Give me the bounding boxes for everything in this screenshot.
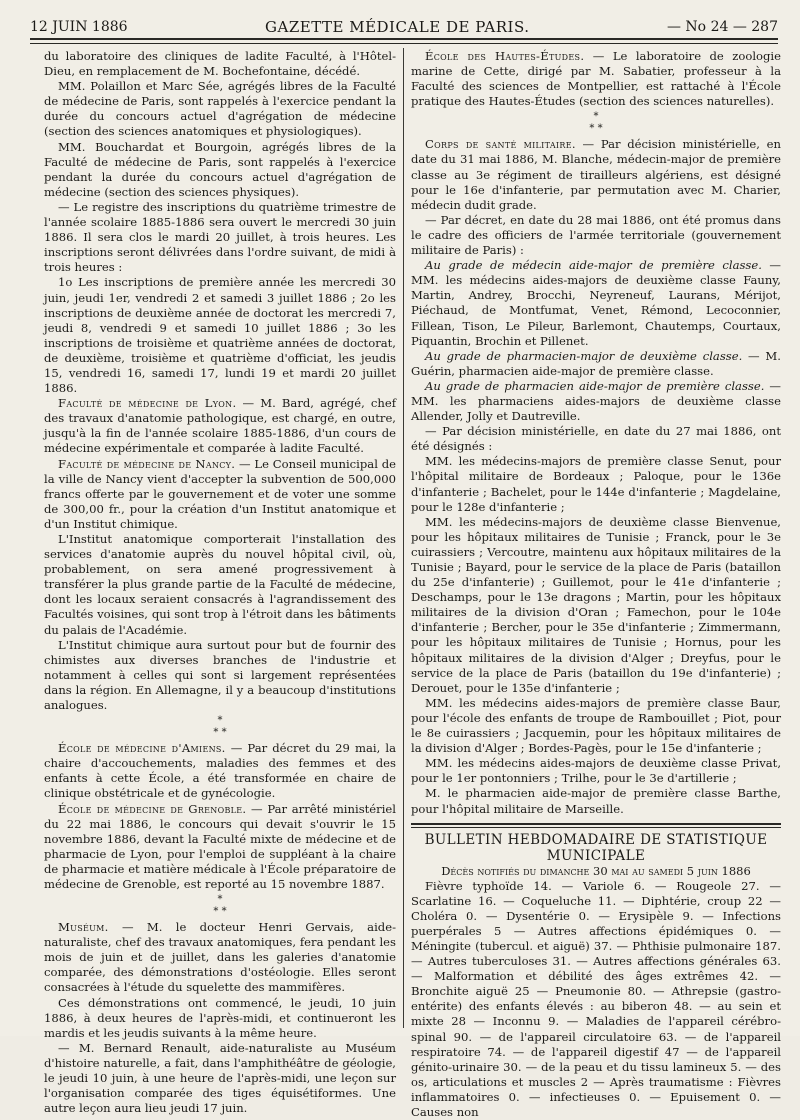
article-text: 1o Les inscriptions de première année les mercredi 30 juin, jeudi 1er, vendredi 2 et samedi 3 juillet 1886 ; 2o les inscriptions de deuxième année de doctorat les mercredi 7, jeudi 8, vendredi 9 et samedi 10 juillet 1886 ; 3o les inscriptions de troisième et quatrième années de doctorat, de deuxième, troisième et quatrième d'officiat, les jeudis 15, vendredi 16, samedi 17, lundi 19 et mardi 20 juillet 1886. xyxy=(44,275,396,396)
article-text: — Par arrêté ministériel du 22 mai 1886, le concours qui devait s'ouvrir le 15 novembre 1886, devant la Faculté mixte de médecine et de pharmacie de Lyon, pour l'emploi de suppléant à la chaire de pharmacie et matière médicale à l'École préparatoire de médecine de Grenoble, est reporté au 15 novembre 1887. xyxy=(44,801,396,891)
article-text: MM. les médecins-majors de première classe Senut, pour l'hôpital militaire de Bordeaux ; Paloque, pour le 136e d'infanterie ; Bachelet, pour le 144e d'infanterie ; Magdelaine, pour le 128e d'infanterie ; xyxy=(411,454,781,514)
article-paragraph xyxy=(44,396,396,456)
article-paragraph xyxy=(411,258,781,349)
left-column xyxy=(44,49,396,1116)
article-heading: Muséum. xyxy=(58,920,109,935)
article-text: du laboratoire des cliniques de ladite Faculté, à l'Hôtel-Dieu, en remplacement de M. Bochefontaine, décédé. xyxy=(44,49,396,79)
article-text: — Le laboratoire de zoologie marine de Cette, dirigé par M. Sabatier, professeur à la Faculté des sciences de Montpellier, est rattaché à l'École pratique des Hautes-Études (section des sciences naturelles). xyxy=(411,49,781,109)
bulletin-rule-thick xyxy=(411,823,781,825)
article-paragraph xyxy=(44,920,396,995)
article-paragraph xyxy=(44,140,396,200)
article-paragraph xyxy=(44,79,396,139)
article-paragraph xyxy=(44,49,396,79)
page-header xyxy=(30,16,778,38)
article-heading: Corps de santé militaire. xyxy=(425,137,576,152)
bulletin-title-line2: MUNICIPALE xyxy=(546,847,646,864)
article-paragraph xyxy=(411,454,781,514)
header-rule-thin xyxy=(30,43,778,44)
article-text: — Par décret, en date du 28 mai 1886, ont été promus dans le cadre des officiers de l'armée territoriale (gouvernement militaire de Paris) : xyxy=(411,212,781,258)
article-subheading: Au grade de médecin aide-major de première classe. xyxy=(425,258,762,273)
article-paragraph xyxy=(44,457,396,532)
article-heading: Faculté de médecine de Nancy. xyxy=(58,456,236,471)
article-text: — Le registre des inscriptions du quatrième trimestre de l'année scolaire 1885-1886 sera ouvert le mercredi 30 juin 1886. Il sera clos le mardi 20 juillet, à trois heures. Les inscriptions seront délivrées dans l'ordre suivant, de midi à trois heures : xyxy=(44,199,396,275)
article-text: MM. les médecins aides-majors de première classe Baur, pour l'école des enfants de troupe de Rambouillet ; Piot, pour le 8e cuirassiers ; Jacquemin, pour les hôpitaux militaires de la division d'Alger ; Bordes-Pagès, pour le 15e d'infanterie ; xyxy=(411,695,781,756)
article-subheading: Au grade de pharmacien-major de deuxième classe. xyxy=(425,348,743,363)
article-paragraph xyxy=(44,532,396,638)
article-text: — MM. les médecins aides-majors de deuxième classe Fauny, Martin, Andrey, Brocchi, Neyreneuf, Laurans, Mérijot, Piéchaud, de Montfumat, Venet, Rémond, Lecoconnier, Fillean, Tison, Le Pileur, Barlemont, Chautemps, Courtaux, Piquantin, Brochin et Pillenet. xyxy=(411,258,782,348)
article-paragraph xyxy=(411,515,781,696)
article-text: MM. Bouchardat et Bourgoin, agrégés libres de la Faculté de médecine de Paris, sont rappelés à l'exercice pendant la durée du concours actuel d'agrégation de médecine (section des sciences physiques). xyxy=(44,139,396,199)
article-paragraph xyxy=(44,741,396,801)
article-text: — Le Conseil municipal de la ville de Nancy vient d'accepter la subvention de 500,000 francs offerte par le gouvernement et de voter une somme de 300,00 fr., pour la création d'un Institut anatomique et d'un Institut chimique. xyxy=(44,456,396,531)
header-page-number: — No 24 — 287 xyxy=(666,19,778,35)
bulletin-text: Fièvre typhoïde 14. — Variole 6. — Rougeole 27. — Scarlatine 16. — Coqueluche 11. — Diphtérie, croup 22 — Choléra 0. — Dysentérie 0. — Erysipèle 9. — Infections puerpérales 5 — Autres affections épidémiques 0. — Méningite (tubercul. et aiguë) 37. — Phthisie pulmonaire 187. — Autres tuberculoses 31. — Autres affections générales 63. — Malformation et débilité des âges extrêmes 42. — Bronchite aiguë 25 — Pneumonie 80. — Athrepsie (gastro-entérite) des enfants élevés : au biberon 48. — au sein et mixte 28 — Inconnu 9. — Maladies de l'appareil cérébro-spinal 90. — de l'appareil circulatoire 63. — de l'appareil respiratoire 74. — de l'appareil digestif 47 — de l'appareil génito-urinaire 30. — de la peau et du tissu lamineux 5. — des os, articulations et muscles 2 — Après traumatisme : Fièvres inflammatoires 0. — infectieuses 0. — Epuisement 0. — Causes non xyxy=(411,878,781,1119)
article-paragraph xyxy=(411,137,781,212)
article-text: MM. Polaillon et Marc Sée, agrégés libres de la Faculté de médecine de Paris, sont rappelés à l'exercice pendant la durée du concours actuel d'agrégation de médecine (section des sciences anatomiques et physiologiques). xyxy=(44,79,396,139)
article-text: Ces démonstrations ont commencé, le jeudi, 10 juin 1886, à deux heures de l'après-midi, et continueront les mardis et les jeudis suivants à la même heure. xyxy=(44,995,396,1040)
article-text: MM. les médecins aides-majors de deuxième classe Privat, pour le 1er pontonniers ; Trilhe, pour le 3e d'artillerie ; xyxy=(411,756,781,786)
article-paragraph xyxy=(44,638,396,713)
article-heading: École de médecine d'Amiens. xyxy=(58,741,226,756)
header-rule-thick xyxy=(30,38,778,40)
article-text: — Par décision ministérielle, en date du 31 mai 1886, M. Blanche, médecin-major de première classe au 3e régiment de tirailleurs algériens, est désigné pour le 16e d'infanterie, par permutation avec M. Charier, médecin dudit grade. xyxy=(411,137,781,212)
article-text: M. le pharmacien aide-major de première classe Barthe, pour l'hôpital militaire de Marseille. xyxy=(411,786,781,816)
article-paragraph xyxy=(411,349,781,379)
article-paragraph xyxy=(44,1041,396,1116)
article-text: — MM. les pharmaciens aides-majors de deuxième classe Allender, Jolly et Dautreville. xyxy=(411,378,781,424)
article-text: L'Institut chimique aura surtout pour but de fournir des chimistes aux diverses branches de l'industrie et notamment à celles qui sont si largement représentées dans la région. En Allemagne, il y a beaucoup d'institutions analogues. xyxy=(44,637,396,713)
bulletin-subtitle: Décès notifiés du dimanche 30 mai au samedi 5 juin 1886 xyxy=(441,863,751,878)
article-text: MM. les médecins-majors de deuxième classe Bienvenue, pour les hôpitaux militaires de Tunisie ; Franck, pour le 3e cuirassiers ; Vercoutre, maintenu aux hôpitaux militaires de la Tunisie ; Bayard, pour le service de la place de Paris (bataillon du 25e d'infanterie) ; Guillemot, pour le 41e d'infanterie ; Deschamps, pour le 13e dragons ; Martin, pour les hôpitaux militaires de la division d'Oran ; Famechon, pour le 104e d'infanterie ; Bercher, pour le 35e d'infanterie ; Zimmermann, pour les hôpitaux militaires de Tunisie ; Hornus, pour les hôpitaux militaires de la division d'Alger ; Dreyfus, pour le service de la place de Paris (bataillon du 19e d'infanterie) ; Derouet, pour le 135e d'infanterie ; xyxy=(411,514,781,695)
article-subheading: Au grade de pharmacien aide-major de première classe. xyxy=(425,378,765,393)
article-paragraph xyxy=(44,802,396,893)
article-text: — Par décision ministérielle, en date du 27 mai 1886, ont été désignés : xyxy=(411,424,781,454)
section-separator-asterism: * * * xyxy=(213,894,227,918)
article-paragraph xyxy=(44,275,396,396)
section-separator-asterism: * * * xyxy=(213,715,227,739)
article-text: — M. le docteur Henri Gervais, aide-naturaliste, chef des travaux anatomiques, fera pendant les mois de juin et de juillet, dans les galeries d'anatomie comparée, des démonstrations d'ostéologie. Elles seront consacrées à l'étude du squelette des mammifères. xyxy=(44,920,396,995)
bulletin-rule-thin xyxy=(411,827,781,828)
article-text: — M. Guérin, pharmacien aide-major de première classe. xyxy=(411,348,781,378)
article-heading: École de médecine de Grenoble. xyxy=(58,801,247,816)
article-paragraph xyxy=(411,696,781,756)
article-paragraph xyxy=(411,49,781,109)
bulletin-title: BULLETIN HEBDOMADAIRE DE STATISTIQUE xyxy=(424,831,768,848)
section-separator-asterism: * * * xyxy=(589,111,603,135)
article-text: — M. Bernard Renault, aide-naturaliste au Muséum d'histoire naturelle, a fait, dans l'amphithéâtre de géologie, le jeudi 10 juin, à une heure de l'après-midi, une leçon sur l'organisation comparée des tiges équisétiformes. Une autre leçon aura lieu jeudi 17 juin. xyxy=(44,1040,396,1116)
article-paragraph xyxy=(411,756,781,786)
article-paragraph xyxy=(411,213,781,258)
article-text: L'Institut anatomique comporterait l'installation des services d'anatomie auprès du nouvel hôpital civil, où, probablement, on sera amené progressivement à transférer la plus grande partie de la Faculté de médecine, dont les locaux seraient consacrés à l'agrandissement des Facultés voisines, qui sont trop à l'étroit dans les bâtiments du palais de l'Académie. xyxy=(44,532,396,637)
right-column-articles xyxy=(411,49,781,817)
right-column xyxy=(411,49,782,1119)
article-heading: Faculté de médecine de Lyon. xyxy=(58,396,237,411)
column-divider xyxy=(403,48,404,1028)
article-paragraph xyxy=(44,200,396,275)
article-paragraph xyxy=(411,424,781,454)
article-paragraph xyxy=(411,379,781,424)
article-paragraph xyxy=(411,786,781,816)
article-text: — Par décret du 29 mai, la chaire d'accouchements, maladies des femmes et des enfants à cette École, a été transformée en chaire de clinique obstétricale et de gynécologie. xyxy=(44,741,396,801)
header-date: 12 JUIN 1886 xyxy=(30,19,128,35)
article-heading: École des Hautes-Études. xyxy=(425,49,585,63)
article-paragraph xyxy=(44,996,396,1041)
article-text: — M. Bard, agrégé, chef des travaux d'anatomie pathologique, est chargé, en outre, jusqu'à la fin de l'année scolaire 1885-1886, d'un cours de médecine expérimentale et comparée à ladite Faculté. xyxy=(44,396,396,456)
header-title: GAZETTE MÉDICALE DE PARIS. xyxy=(265,18,530,36)
